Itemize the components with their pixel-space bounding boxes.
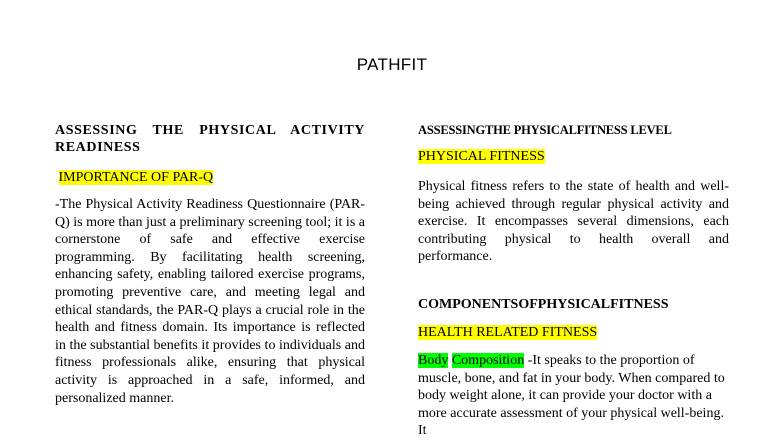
par-q-paragraph: -The Physical Activity Readiness Questionnaire (PAR-Q) is more than just a preliminary screening tool; it is a cornerstone of safe and effective exercise programming. By facilitating health screening, enhancing safety, enabling tailored exercise programs, promoting preventive care, and meeting legal and ethical standards, the PAR-Q plays a crucial role in the health and fitness domain. Its importance is reflected in the substantial benefits it provides to individuals and fitness professionals alike, ensuring that physical activity is approached in a safe, informed, and personalized manner. [55,197,365,406]
health-related-subheading-wrap [418,324,729,341]
page-title: PATHFIT [356,55,428,74]
body-composition-paragraph [418,352,729,440]
composition-term-highlight: Composition [451,352,525,368]
left-heading-line2: READINESS [55,140,141,155]
left-heading-line1: ASSESSING THE PHYSICAL ACTIVITY [55,123,365,138]
par-q-subheading: IMPORTANCE OF PAR-Q [58,170,214,185]
components-heading: COMPONENTSOFPHYSICALFITNESS [418,296,669,312]
body-term-highlight: Body [418,352,449,368]
body-composition-text: -It speaks to the proportion of muscle, bone, and fat in your body. When compared to body weight alone, it can provide your doctor with a more accurate assessment of your physical well-being. It [418,352,725,439]
left-heading [55,122,365,156]
left-subheading-wrap [55,169,365,186]
physical-fitness-subheading-wrap [418,148,729,165]
physical-fitness-subheading: PHYSICAL FITNESS [418,149,545,164]
health-related-subheading: HEALTH RELATED FITNESS [418,324,598,340]
right-heading: ASSESSINGTHE PHYSICALFITNESS LEVEL [418,123,672,137]
physical-fitness-paragraph: Physical fitness refers to the state of health and well-being achieved through regular physical activity and exercise. It encompasses several dimensions, each contributing physical to health overall and performance. [418,179,729,265]
right-column [418,122,729,440]
left-column [55,122,365,407]
